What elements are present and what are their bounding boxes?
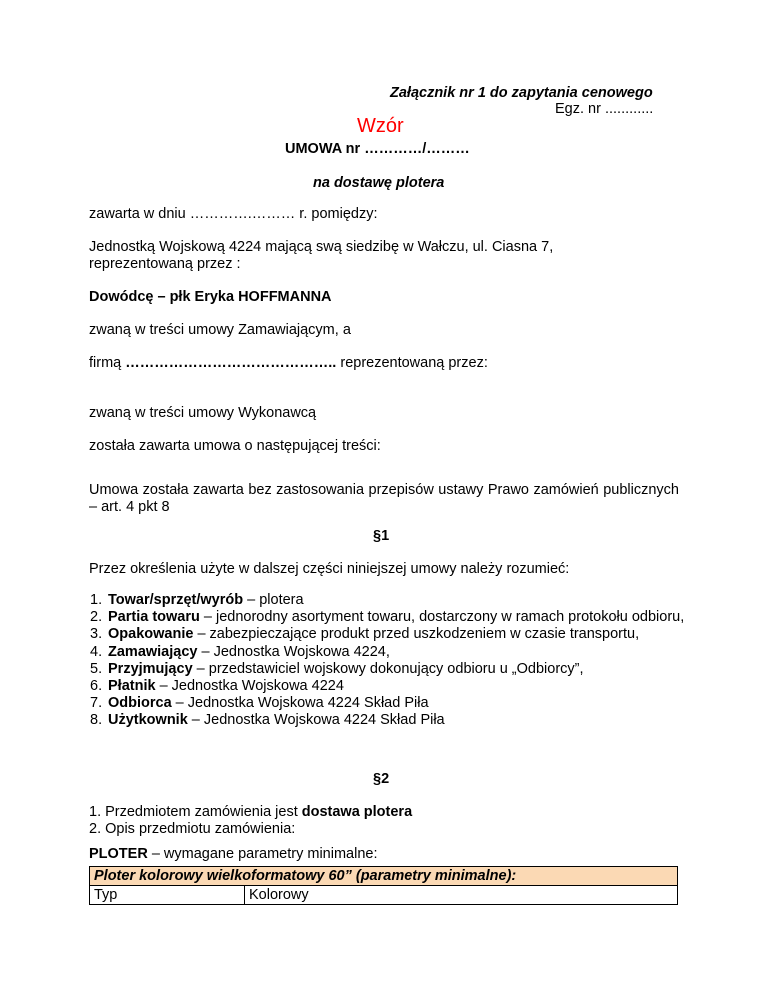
concluded-on: zawarta w dniu ………….……… r. pomiędzy: [89, 206, 378, 222]
firm-prefix: firmą [89, 355, 122, 371]
table-header-cell: Ploter kolorowy wielkoformatowy 60” (parametry minimalne): [90, 867, 678, 886]
contract-title: UMOWA nr …………/……… [285, 141, 470, 157]
content-line: została zawarta umowa o następującej treści: [89, 438, 381, 454]
party1-line1: Jednostką Wojskową 4224 mającą swą siedzibę w Wałczu, ul. Ciasna 7, [89, 239, 554, 255]
list-item: 1. Towar/sprzęt/wyrób – plotera [90, 592, 304, 608]
zamawiajacy-line: zwaną w treści umowy Zamawiającym, a [89, 322, 351, 338]
list-item: 6. Płatnik – Jednostka Wojskowa 4224 [90, 678, 344, 695]
attachment-label: Załącznik nr 1 do zapytania cenowego [390, 85, 653, 101]
commander: Dowódcę – płk Eryka HOFFMANNA [89, 289, 332, 305]
list-item: 2. Partia towaru – jednorodny asortyment towaru, dostarczony w ramach protokołu odbioru, [90, 609, 685, 626]
list-item: 8. Użytkownik – Jednostka Wojskowa 4224 Skład Piła [90, 712, 445, 729]
table-row [90, 886, 678, 905]
firm-suffix: reprezentowaną przez: [340, 355, 488, 371]
ploter-heading: PLOTER – wymagane parametry minimalne: [89, 846, 378, 862]
list-item: 3. Opakowanie – zabezpieczające produkt przed uszkodzeniem w czasie transportu, [90, 626, 640, 643]
party1-line2: reprezentowaną przez : [89, 256, 241, 272]
contract-subtitle: na dostawę plotera [313, 175, 445, 191]
list-item: 7. Odbiorca – Jednostka Wojskowa 4224 Skład Piła [90, 695, 429, 712]
wykonawca-line: zwaną w treści umowy Wykonawcą [89, 405, 317, 421]
section2-item2: 2. Opis przedmiotu zamówienia: [89, 821, 296, 837]
section2-item1: 1. Przedmiotem zamówienia jest dostawa plotera [89, 804, 413, 820]
table-cell-param: Typ [90, 886, 245, 905]
table-header-row [90, 867, 678, 886]
table-cell-value: Kolorowy [245, 886, 678, 905]
copy-number: Egz. nr ............ [555, 101, 654, 117]
legal-basis: Umowa została zawarta bez zastosowania przepisów ustawy Prawo zamówień publicznych – art. 4 pkt 8 [89, 482, 679, 515]
firm-line [89, 355, 488, 371]
wzor-label: Wzór [357, 115, 404, 137]
list-item: 4. Zamawiający – Jednostka Wojskowa 4224, [90, 643, 390, 660]
firm-dots: …………………………………….. [125, 355, 337, 371]
definitions-list [90, 592, 690, 730]
section2-heading: §2 [373, 771, 390, 787]
spec-table [89, 866, 678, 905]
section1-lead: Przez określenia użyte w dalszej części niniejszej umowy należy rozumieć: [89, 561, 570, 577]
section1-heading: §1 [373, 528, 390, 544]
list-item: 5. Przyjmujący – przedstawiciel wojskowy dokonujący odbioru u „Odbiorcy”, [90, 660, 584, 677]
